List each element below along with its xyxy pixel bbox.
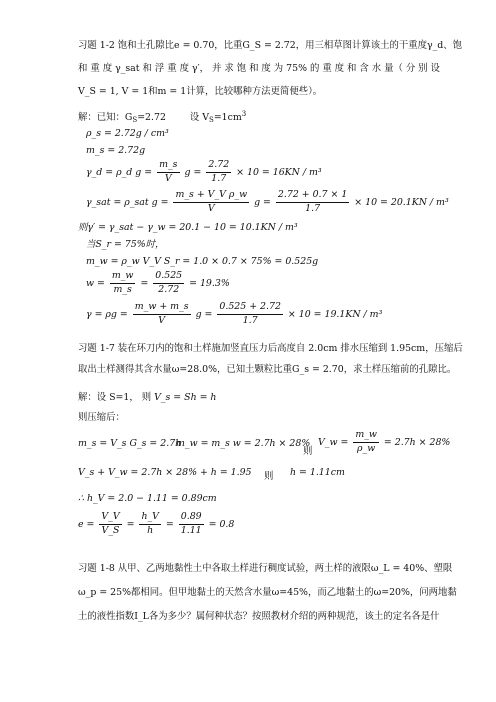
problem-1-2-line-3: V_S = 1, V = 1和m = 1计算，比较哪种方法更简便些）。 [78, 86, 323, 97]
eq-mw: m_w = ρ_w V_V S_r = 1.0 × 0.7 × 75% = 0.525g [86, 256, 319, 267]
e-num2: h_V [139, 512, 161, 525]
g-num: m_w + m_s [133, 302, 191, 315]
given-vs: 设 V [189, 112, 210, 123]
w-rhs: = 19.3% [189, 277, 230, 289]
eq-sr: 当S_r = 75%时， [86, 239, 165, 250]
eq-gamma-d [86, 160, 322, 185]
vw-rhs: = 2.7h × 28% [383, 436, 451, 448]
problem-1-7-line-2: 取出土样测得其含水量ω=28.0%，已知土颗粒比重G_s = 2.70，求土样压缩前的孔隙比。 [78, 364, 457, 375]
e-lhs: e = [78, 518, 95, 530]
solution-1-7-line-3b: m_w = m_s w = 2.7h × 28% [176, 438, 311, 449]
w-num2: 0.525 [153, 271, 184, 284]
sol17-l1b: V_s = Sh = h [154, 392, 217, 403]
e-frac-1 [99, 512, 121, 537]
solution-1-7-line-3c [318, 430, 450, 455]
solution-1-7-line-4b: 则 [264, 471, 274, 482]
gs-den2: 1.7 [305, 202, 321, 214]
solution-1-7-line-5: ∴ h_V = 2.0 − 1.11 = 0.89cm [78, 493, 217, 504]
gs-frac-1 [173, 190, 249, 215]
gd-num: m_s [157, 160, 179, 173]
vw-den: ρ_w [357, 442, 376, 454]
gs-num: m_s + V_V ρ_w [173, 190, 249, 203]
gd-frac-1 [157, 160, 179, 185]
eq-gamma-sat [86, 190, 449, 215]
given-vs-sub: S [209, 116, 214, 124]
gd-frac-2 [206, 160, 231, 185]
problem-1-8-line-1: 习题 1-8 从甲、乙两地黏性土中各取土样进行稠度试验，两土样的液限ω_L = 40%、塑限 [78, 563, 453, 574]
eq-m-s: m_s = 2.72g [86, 145, 146, 156]
eq-gamma [86, 302, 382, 327]
gs-num2: 2.72 + 0.7 × 1 [276, 190, 349, 203]
eq-w [86, 271, 230, 296]
e-rhs: = 0.8 [208, 518, 235, 530]
given-gs: G [124, 112, 133, 123]
given-gs-val: =2.72 [137, 112, 166, 123]
sol17-l1a: 解：设 S=1， 则 [78, 392, 152, 403]
gs-frac-2 [276, 190, 349, 215]
solution-1-7-line-4c: h = 1.11cm [290, 467, 345, 478]
e-frac-2 [139, 512, 161, 537]
w-frac-2 [153, 271, 184, 296]
e-den3: 1.11 [180, 524, 202, 536]
g-lhs: γ = ρg = [86, 308, 128, 320]
g-den: V [158, 314, 166, 326]
g-rhs: × 10 = 19.1KN / m³ [287, 308, 383, 320]
e-mid: = [126, 518, 135, 530]
problem-1-7-line-1: 习题 1-7 装在环刀内的饱和土样施加竖直压力后高度自 2.0cm 排水压缩到 1.95cm，压缩后 [78, 343, 463, 354]
problem-1-2-line-1: 习题 1-2 饱和土孔隙比e = 0.70，比重G_S = 2.72，用三相草图计算该土的干重度γ_d、饱 [78, 40, 463, 51]
eq-e [78, 512, 234, 537]
given-vs-sup: 3 [241, 110, 247, 118]
g-frac-1 [133, 302, 191, 327]
gd-lhs: γ_d = ρ_d g = [86, 166, 153, 178]
w-num: m_w [110, 271, 136, 284]
problem-1-8-line-3: 土的液性指数I_L各为多少？属何种状态？按照教材介绍的两种规范，该土的定名各是什 [78, 611, 440, 622]
w-mid: = [140, 277, 149, 289]
solution-1-2-given [78, 112, 246, 124]
gd-mid: g = [184, 166, 202, 178]
w-lhs: w = [86, 277, 105, 289]
vw-frac [353, 430, 379, 455]
solution-1-7-line-2: 则压缩后： [78, 412, 125, 423]
problem-1-8-line-2: ω_p = 25%都相同。但甲地黏土的天然含水量ω=45%，而乙地黏土的ω=20%，问两地黏 [78, 587, 457, 598]
e-den: V_S [101, 524, 120, 536]
gd-den2: 1.7 [211, 172, 227, 184]
gd-rhs: × 10 = 16KN / m³ [236, 166, 322, 178]
e-num: V_V [99, 512, 121, 525]
solution-1-7-line-3a: m_s = V_s G_s = 2.7h [78, 438, 182, 449]
vw-num: m_w [353, 430, 379, 443]
eq-rho-s: ρ_s = 2.72g / cm³ [86, 128, 169, 139]
gd-num2: 2.72 [206, 160, 231, 173]
g-num2: 0.525 + 2.72 [217, 302, 283, 315]
gs-lhs: γ_sat = ρ_sat g = [86, 196, 169, 208]
solution-label: 解：已知： [78, 112, 125, 123]
g-den2: 1.7 [242, 314, 258, 326]
e-mid2: = [165, 518, 174, 530]
e-num3: 0.89 [179, 512, 204, 525]
g-frac-2 [217, 302, 283, 327]
gs-rhs: × 10 = 20.1KN / m³ [354, 196, 449, 208]
vw-lhs: V_w = [318, 436, 349, 448]
given-vs-val: =1cm [213, 112, 242, 123]
given-gs-sub: S [132, 116, 138, 124]
solution-1-7-line-1 [78, 392, 216, 404]
gd-den: V [164, 172, 172, 184]
w-den: m_s [113, 283, 132, 295]
gs-mid: g = [254, 196, 271, 208]
e-frac-3 [179, 512, 204, 537]
solution-1-7-ze: 则 [303, 446, 313, 457]
eq-gamma-prime: 则γ′ = γ_sat − γ_w = 20.1 − 10 = 10.1KN / m³ [78, 222, 298, 233]
w-den2: 2.72 [158, 283, 180, 295]
g-mid: g = [195, 308, 213, 320]
problem-1-2-line-2: 和 重 度 γ_sat 和 浮 重 度 γ′， 并 求 饱 和 度 为 75% 的 重 度 和 含 水 量（ 分 别 设 [78, 63, 440, 74]
w-frac-1 [110, 271, 136, 296]
solution-1-7-line-4a: V_s + V_w = 2.7h × 28% + h = 1.95 [78, 467, 252, 478]
gs-den: V [207, 202, 215, 214]
e-den2: h [147, 524, 154, 536]
